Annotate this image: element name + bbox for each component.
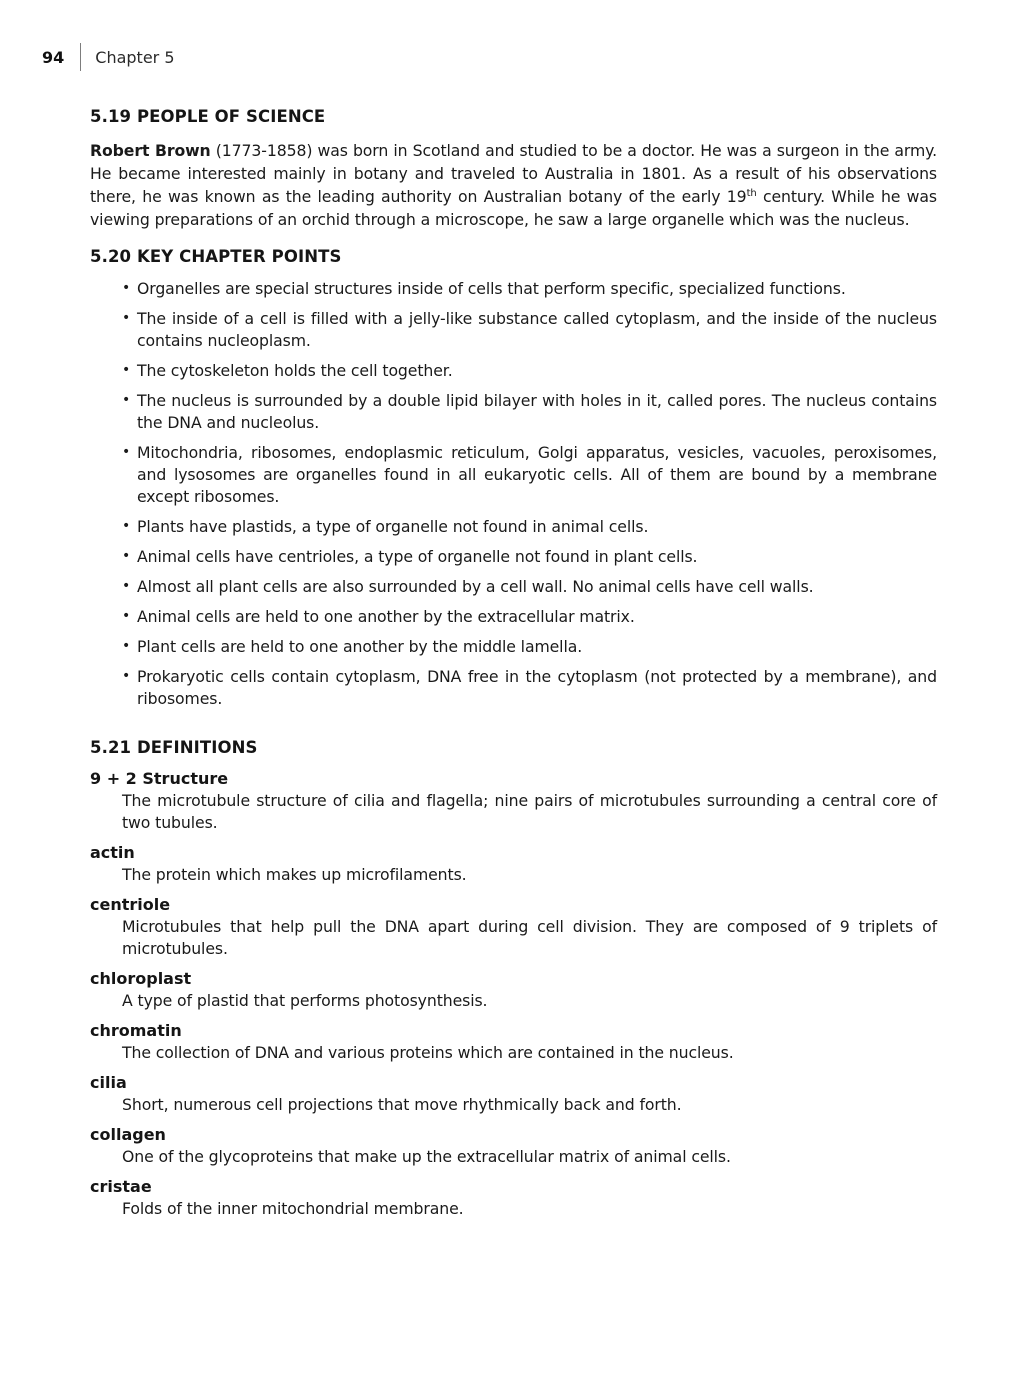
definition-term: collagen — [90, 1125, 166, 1144]
key-point-text: Plants have plastids, a type of organelle not found in animal cells. — [137, 517, 649, 536]
key-point-item — [90, 666, 937, 710]
definition-text: The protein which makes up microfilaments. — [122, 865, 467, 884]
bullet-icon: • — [122, 362, 131, 378]
key-point-item — [90, 308, 937, 352]
page-header — [42, 42, 175, 72]
bullet-icon: • — [122, 392, 131, 408]
key-point-item — [90, 360, 937, 382]
page-number: 94 — [42, 47, 65, 67]
key-point-item — [90, 606, 937, 628]
bullet-icon: • — [122, 638, 131, 654]
page-content — [90, 106, 937, 1220]
paragraph-text-1: (1773-1858) was born in Scotland and studied to be a doctor. He was a surgeon in the army. He became interested mainly in botany and traveled to Australia in 1801. As a result of his observations there, he was known as the leading authority on Australian botany of the early 19 — [90, 141, 937, 206]
definition-term: centriole — [90, 895, 171, 914]
section-heading-key-chapter-points: 5.20 KEY CHAPTER POINTS — [90, 247, 342, 266]
key-point-text: The cytoskeleton holds the cell together. — [137, 361, 453, 380]
key-point-text: Plant cells are held to one another by the middle lamella. — [137, 637, 583, 656]
definition-term: 9 + 2 Structure — [90, 769, 229, 788]
bullet-icon: • — [122, 608, 131, 624]
key-point-text: Animal cells have centrioles, a type of organelle not found in plant cells. — [137, 547, 698, 566]
paragraph-bold-lead: Robert Brown — [90, 141, 211, 160]
definition-term: chromatin — [90, 1021, 182, 1040]
bullet-icon: • — [122, 668, 131, 684]
bullet-icon: • — [122, 310, 131, 326]
definition-text: Microtubules that help pull the DNA apart during cell division. They are composed of 9 triplets of microtubules. — [122, 917, 937, 958]
key-point-item — [90, 278, 937, 300]
key-point-item — [90, 516, 937, 538]
definition-term: cristae — [90, 1177, 152, 1196]
key-point-text: Prokaryotic cells contain cytoplasm, DNA free in the cytoplasm (not protected by a membrane), and ribosomes. — [137, 667, 937, 708]
key-point-item — [90, 636, 937, 658]
chapter-label: Chapter 5 — [95, 47, 175, 67]
section-heading-people-of-science: 5.19 PEOPLE OF SCIENCE — [90, 107, 326, 126]
key-point-item — [90, 442, 937, 508]
definition-text: Short, numerous cell projections that move rhythmically back and forth. — [122, 1095, 682, 1114]
bullet-icon: • — [122, 578, 131, 594]
section-heading-definitions: 5.21 DEFINITIONS — [90, 738, 258, 757]
bullet-icon: • — [122, 548, 131, 564]
paragraph-text-2: century. While he was viewing preparations of an orchid through a microscope, he saw a large organelle which was the nucleus. — [90, 187, 937, 229]
key-point-text: Mitochondria, ribosomes, endoplasmic reticulum, Golgi apparatus, vesicles, vacuoles, peroxisomes, and lysosomes are organelles found in all eukaryotic cells. All of them are bound by a membrane except ribosomes. — [137, 443, 937, 506]
definitions-list — [90, 768, 937, 1220]
people-of-science-paragraph — [90, 139, 937, 231]
key-point-item — [90, 576, 937, 598]
key-point-text: Animal cells are held to one another by the extracellular matrix. — [137, 607, 635, 626]
bullet-icon: • — [122, 444, 131, 460]
definition-term: chloroplast — [90, 969, 192, 988]
key-point-text: Organelles are special structures inside of cells that perform specific, specialized functions. — [137, 279, 846, 298]
definition-text: A type of plastid that performs photosynthesis. — [122, 991, 488, 1010]
definition-term: actin — [90, 843, 135, 862]
header-divider — [80, 43, 81, 71]
key-point-text: Almost all plant cells are also surrounded by a cell wall. No animal cells have cell walls. — [137, 577, 814, 596]
key-point-text: The nucleus is surrounded by a double lipid bilayer with holes in it, called pores. The nucleus contains the DNA and nucleolus. — [137, 391, 937, 432]
definition-text: One of the glycoproteins that make up the extracellular matrix of animal cells. — [122, 1147, 731, 1166]
ordinal-superscript: th — [746, 187, 757, 199]
key-point-item — [90, 546, 937, 568]
definition-text: The collection of DNA and various proteins which are contained in the nucleus. — [122, 1043, 734, 1062]
bullet-icon: • — [122, 518, 131, 534]
key-point-text: The inside of a cell is filled with a jelly-like substance called cytoplasm, and the inside of the nucleus contains nucleoplasm. — [137, 309, 937, 350]
key-points-list — [90, 278, 937, 710]
definition-text: Folds of the inner mitochondrial membrane. — [122, 1199, 464, 1218]
definition-text: The microtubule structure of cilia and flagella; nine pairs of microtubules surrounding a central core of two tubules. — [122, 791, 937, 832]
definition-term: cilia — [90, 1073, 127, 1092]
bullet-icon: • — [122, 280, 131, 296]
key-point-item — [90, 390, 937, 434]
